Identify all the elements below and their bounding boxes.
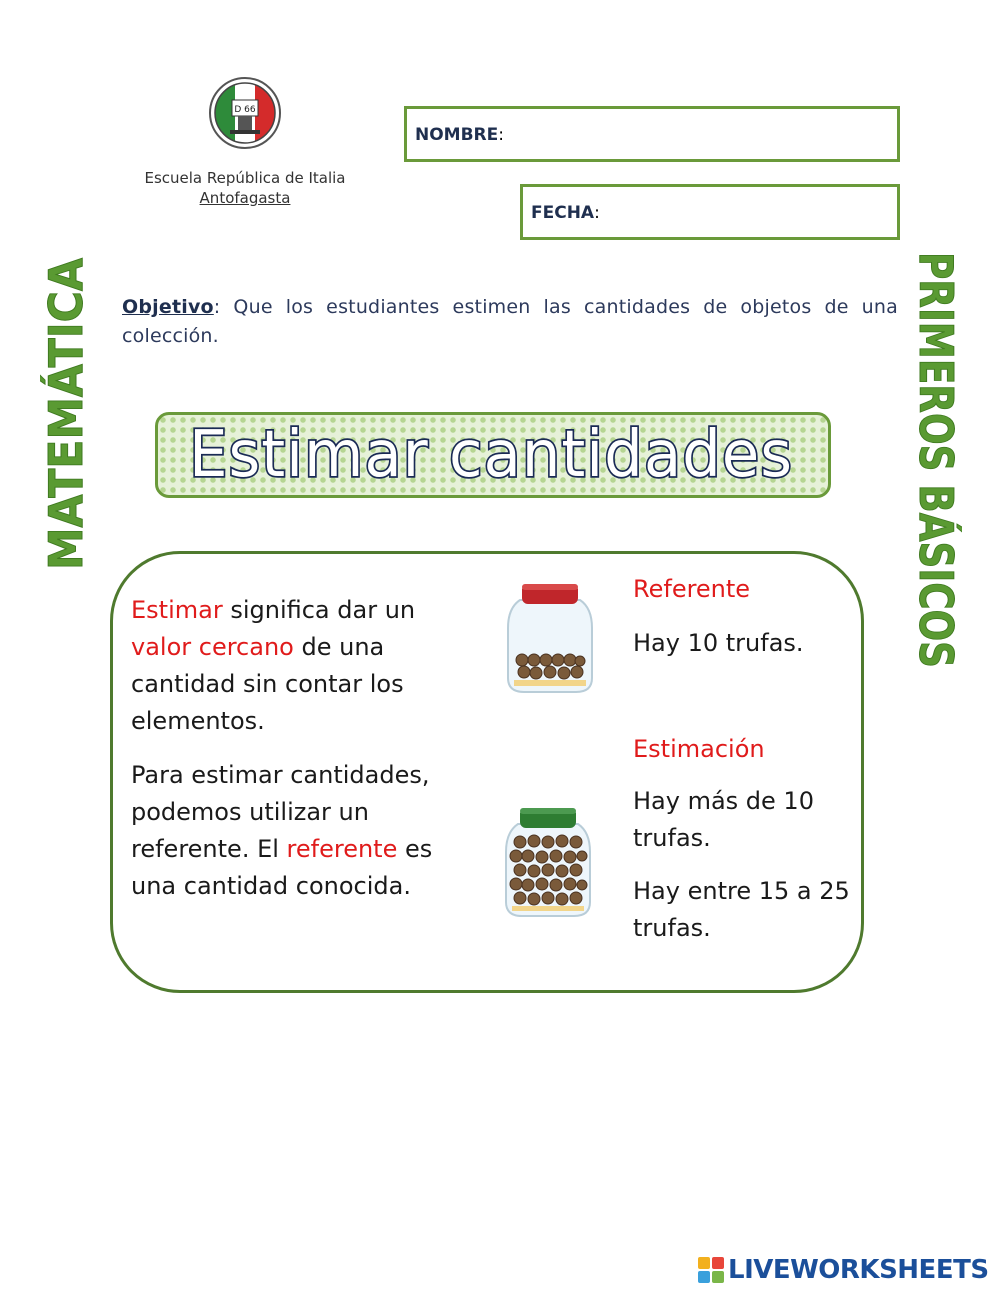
definition-paragraph: Estimar significa dar un valor cercano de una cantidad sin contar los elementos. [131,596,416,735]
estimacion-text-2: Hay entre 15 a 25 trufas. [633,877,850,942]
jar-referente-image [500,580,600,698]
objective-text: : Que los estudiantes estimen las cantidades de objetos de una colección. [122,296,898,347]
referente-text: Hay 10 trufas. [633,629,804,657]
brand-text: LIVEWORKSHEETS [728,1255,989,1285]
school-city: Antofagasta [199,189,291,207]
objective [122,293,898,351]
side-title-left [40,256,90,572]
keyword-referente: referente [286,835,398,863]
brand-blocks-icon [698,1257,724,1283]
keyword-valor-cercano: valor cercano [131,633,294,661]
school-name: Escuela República de Italia [144,169,346,187]
side-title-left-text: MATEMÁTICA [40,256,90,570]
nombre-label: NOMBRE: [415,125,504,145]
estimacion-text-1: Hay más de 10 trufas. [633,787,814,852]
nombre-field-box [404,106,900,162]
fecha-field-box [520,184,900,240]
liveworksheets-logo[interactable] [698,1256,989,1284]
logo-text: D 66 [234,105,256,115]
side-title-right [912,250,962,670]
estimacion-heading: Estimación [633,735,765,763]
referent-paragraph: Para estimar cantidades, podemos utilizar un referente. El referente es una cantidad conocida. [131,761,433,900]
keyword-estimar: Estimar [131,596,223,624]
fecha-label: FECHA: [531,203,600,223]
referente-heading: Referente [633,575,751,603]
page-title-text: Estimar cantidades [189,418,793,492]
jar-estimacion-image [498,804,598,922]
side-title-right-text: PRIMEROS BÁSICOS [912,252,962,670]
school-logo [208,76,282,150]
page-title [155,412,831,498]
fecha-input[interactable] [618,195,887,231]
objective-label: Objetivo [122,296,214,318]
nombre-input[interactable] [527,117,887,153]
